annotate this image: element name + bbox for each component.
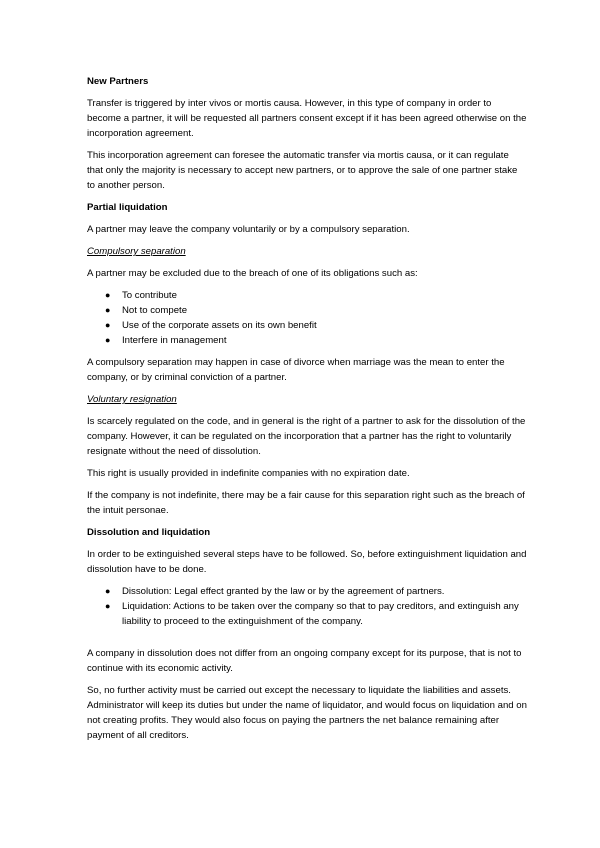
- list-item: [87, 288, 527, 303]
- paragraph: Transfer is triggered by inter vivos or mortis causa. However, in this type of company in order to become a partner, it will be requested all partners consent except if it has been agreed otherwise on the incorporation agreement.: [87, 98, 527, 139]
- heading-new-partners: New Partners: [87, 76, 149, 87]
- bullet-icon: ●: [105, 305, 111, 315]
- paragraph: A compulsory separation may happen in case of divorce when marriage was the mean to enter the company, or by criminal conviction of a partner.: [87, 357, 505, 383]
- subheading-compulsory-separation: Compulsory separation: [87, 246, 186, 257]
- paragraph: A partner may be excluded due to the breach of one of its obligations such as:: [87, 268, 418, 279]
- obligations-list: [87, 288, 527, 348]
- paragraph: If the company is not indefinite, there may be a fair cause for this separation right such as the breach of the intuit personae.: [87, 490, 525, 516]
- bullet-icon: ●: [105, 290, 111, 300]
- list-item: [87, 333, 527, 348]
- blank-line: [87, 636, 527, 646]
- paragraph: So, no further activity must be carried out except the necessary to liquidate the liabilities and assets. Administrator will keep its duties but under the name of liquidator, and would focus on liquidation and on not creating profits. They would also focus on paying the partners the net balance remaining after payment of all creditors.: [87, 685, 527, 741]
- list-item: [87, 599, 527, 629]
- bullet-icon: ●: [105, 335, 111, 345]
- list-item-text: Use of the corporate assets on its own benefit: [122, 320, 317, 331]
- paragraph: A partner may leave the company voluntarily or by a compulsory separation.: [87, 224, 410, 235]
- heading-partial-liquidation: Partial liquidation: [87, 202, 168, 213]
- paragraph: This right is usually provided in indefinite companies with no expiration date.: [87, 468, 410, 479]
- list-item-text: Liquidation: Actions to be taken over the company so that to pay creditors, and extinguish any liability to proceed to the extinguishment of the company.: [122, 601, 519, 627]
- paragraph: Is scarcely regulated on the code, and in general is the right of a partner to ask for the dissolution of the company. However, it can be regulated on the incorporation that a partner has the right to voluntarily resignate without the need of dissolution.: [87, 416, 526, 457]
- list-item-text: To contribute: [122, 290, 177, 301]
- list-item: [87, 584, 527, 599]
- bullet-icon: ●: [105, 601, 111, 611]
- list-item: [87, 318, 527, 333]
- paragraph: A company in dissolution does not differ from an ongoing company except for its purpose, that is not to continue with its economic activity.: [87, 648, 522, 674]
- heading-dissolution-and-liquidation: Dissolution and liquidation: [87, 527, 211, 538]
- list-item-text: Interfere in management: [122, 335, 227, 346]
- paragraph: This incorporation agreement can foresee the automatic transfer via mortis causa, or it can regulate that only the majority is necessary to accept new partners, or to approve the sale of one partner stake to another person.: [87, 150, 518, 191]
- list-item-text: Not to compete: [122, 305, 188, 316]
- subheading-voluntary-resignation: Voluntary resignation: [87, 394, 177, 405]
- bullet-icon: ●: [105, 586, 111, 596]
- document-body: [87, 74, 527, 750]
- bullet-icon: ●: [105, 320, 111, 330]
- dissolution-steps-list: [87, 584, 527, 629]
- list-item: [87, 303, 527, 318]
- paragraph: In order to be extinguished several steps have to be followed. So, before extinguishment liquidation and dissolution have to be done.: [87, 549, 527, 575]
- list-item-text: Dissolution: Legal effect granted by the law or by the agreement of partners.: [122, 586, 445, 597]
